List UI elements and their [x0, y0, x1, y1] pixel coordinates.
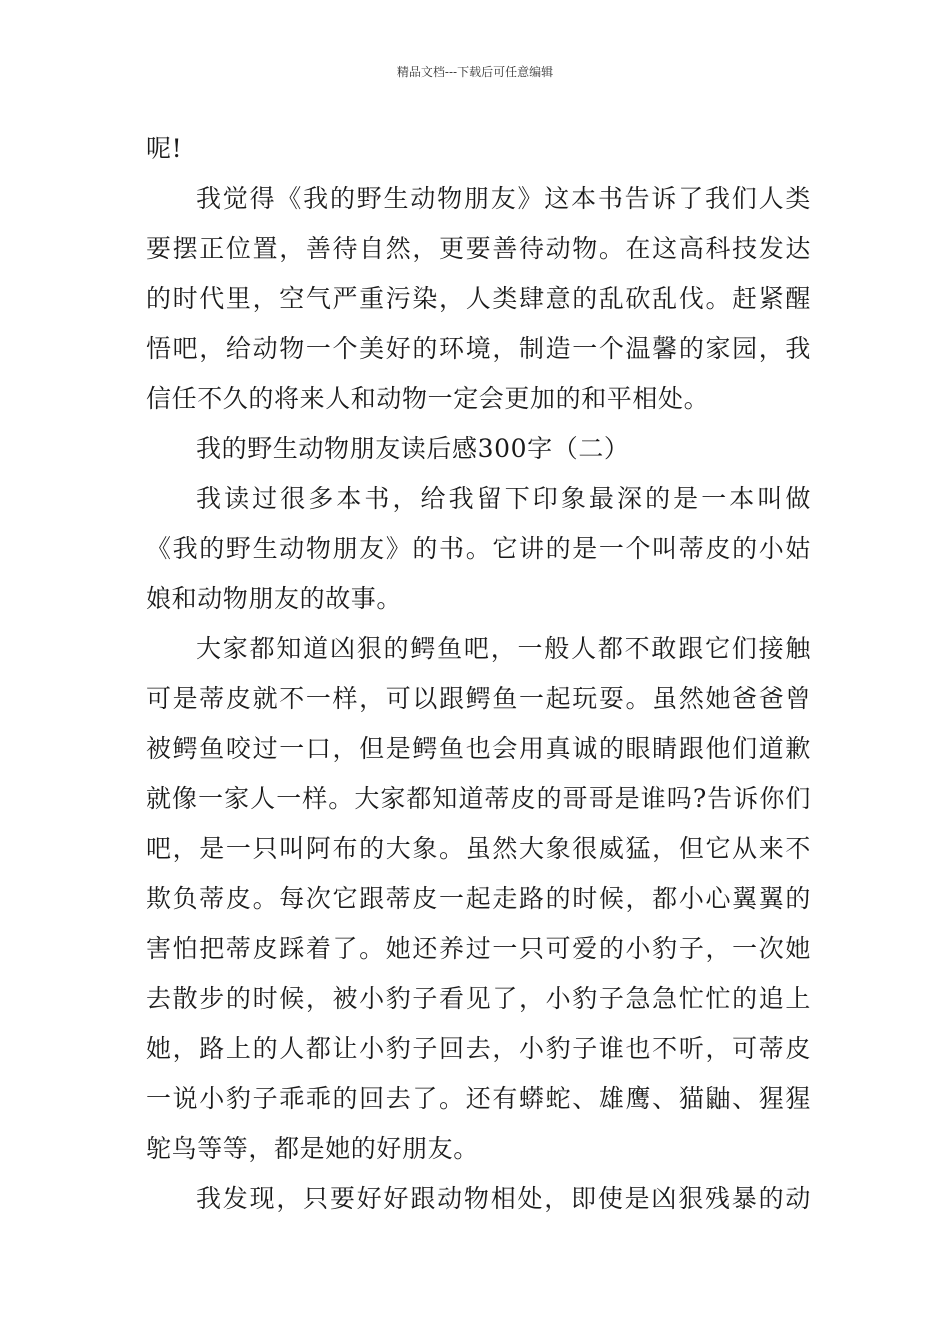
text-line: 被鳄鱼咬过一口，但是鳄鱼也会用真诚的眼睛跟他们道歉: [146, 734, 811, 763]
text-line: 去散步的时候，被小豹子看见了，小豹子急急忙忙的追上: [146, 984, 811, 1013]
text-line: 就像一家人一样。大家都知道蒂皮的哥哥是谁吗?告诉你们: [146, 784, 811, 813]
text-line: 《我的野生动物朋友》的书。它讲的是一个叫蒂皮的小姑: [146, 534, 811, 563]
text-line: 我发现，只要好好跟动物相处，即使是凶狠残暴的动: [196, 1184, 811, 1213]
text-line: 吧，是一只叫阿布的大象。虽然大象很威猛，但它从来不: [146, 834, 811, 863]
text-line: 欺负蒂皮。每次它跟蒂皮一起走路的时候，都小心翼翼的: [146, 884, 811, 913]
text-line: 我读过很多本书，给我留下印象最深的是一本叫做: [196, 484, 811, 513]
page-header: 精品文档---下载后可任意编辑: [396, 65, 554, 79]
text-line: 大家都知道凶狠的鳄鱼吧，一般人都不敢跟它们接触: [196, 634, 811, 663]
text-line: 信任不久的将来人和动物一定会更加的和平相处。: [146, 384, 710, 413]
text-line: 她，路上的人都让小豹子回去，小豹子谁也不听，可蒂皮: [146, 1034, 811, 1063]
text-line: 娘和动物朋友的故事。: [146, 584, 403, 613]
text-line: 的时代里，空气严重污染，人类肆意的乱砍乱伐。赶紧醒: [146, 284, 811, 313]
text-line: 悟吧，给动物一个美好的环境，制造一个温馨的家园，我: [146, 334, 811, 363]
section-heading: 我的野生动物朋友读后感300字（二）: [196, 434, 630, 463]
text-line: 害怕把蒂皮踩着了。她还养过一只可爱的小豹子，一次她: [146, 934, 811, 963]
text-line: 鸵鸟等等，都是她的好朋友。: [146, 1134, 479, 1163]
text-line: 呢!: [146, 134, 183, 163]
text-line: 要摆正位置，善待自然，更要善待动物。在这高科技发达: [146, 234, 811, 263]
text-line: 一说小豹子乖乖的回去了。还有蟒蛇、雄鹰、猫鼬、猩猩: [146, 1084, 811, 1113]
text-line: 我觉得《我的野生动物朋友》这本书告诉了我们人类: [196, 184, 811, 213]
text-line: 可是蒂皮就不一样，可以跟鳄鱼一起玩耍。虽然她爸爸曾: [146, 684, 811, 713]
